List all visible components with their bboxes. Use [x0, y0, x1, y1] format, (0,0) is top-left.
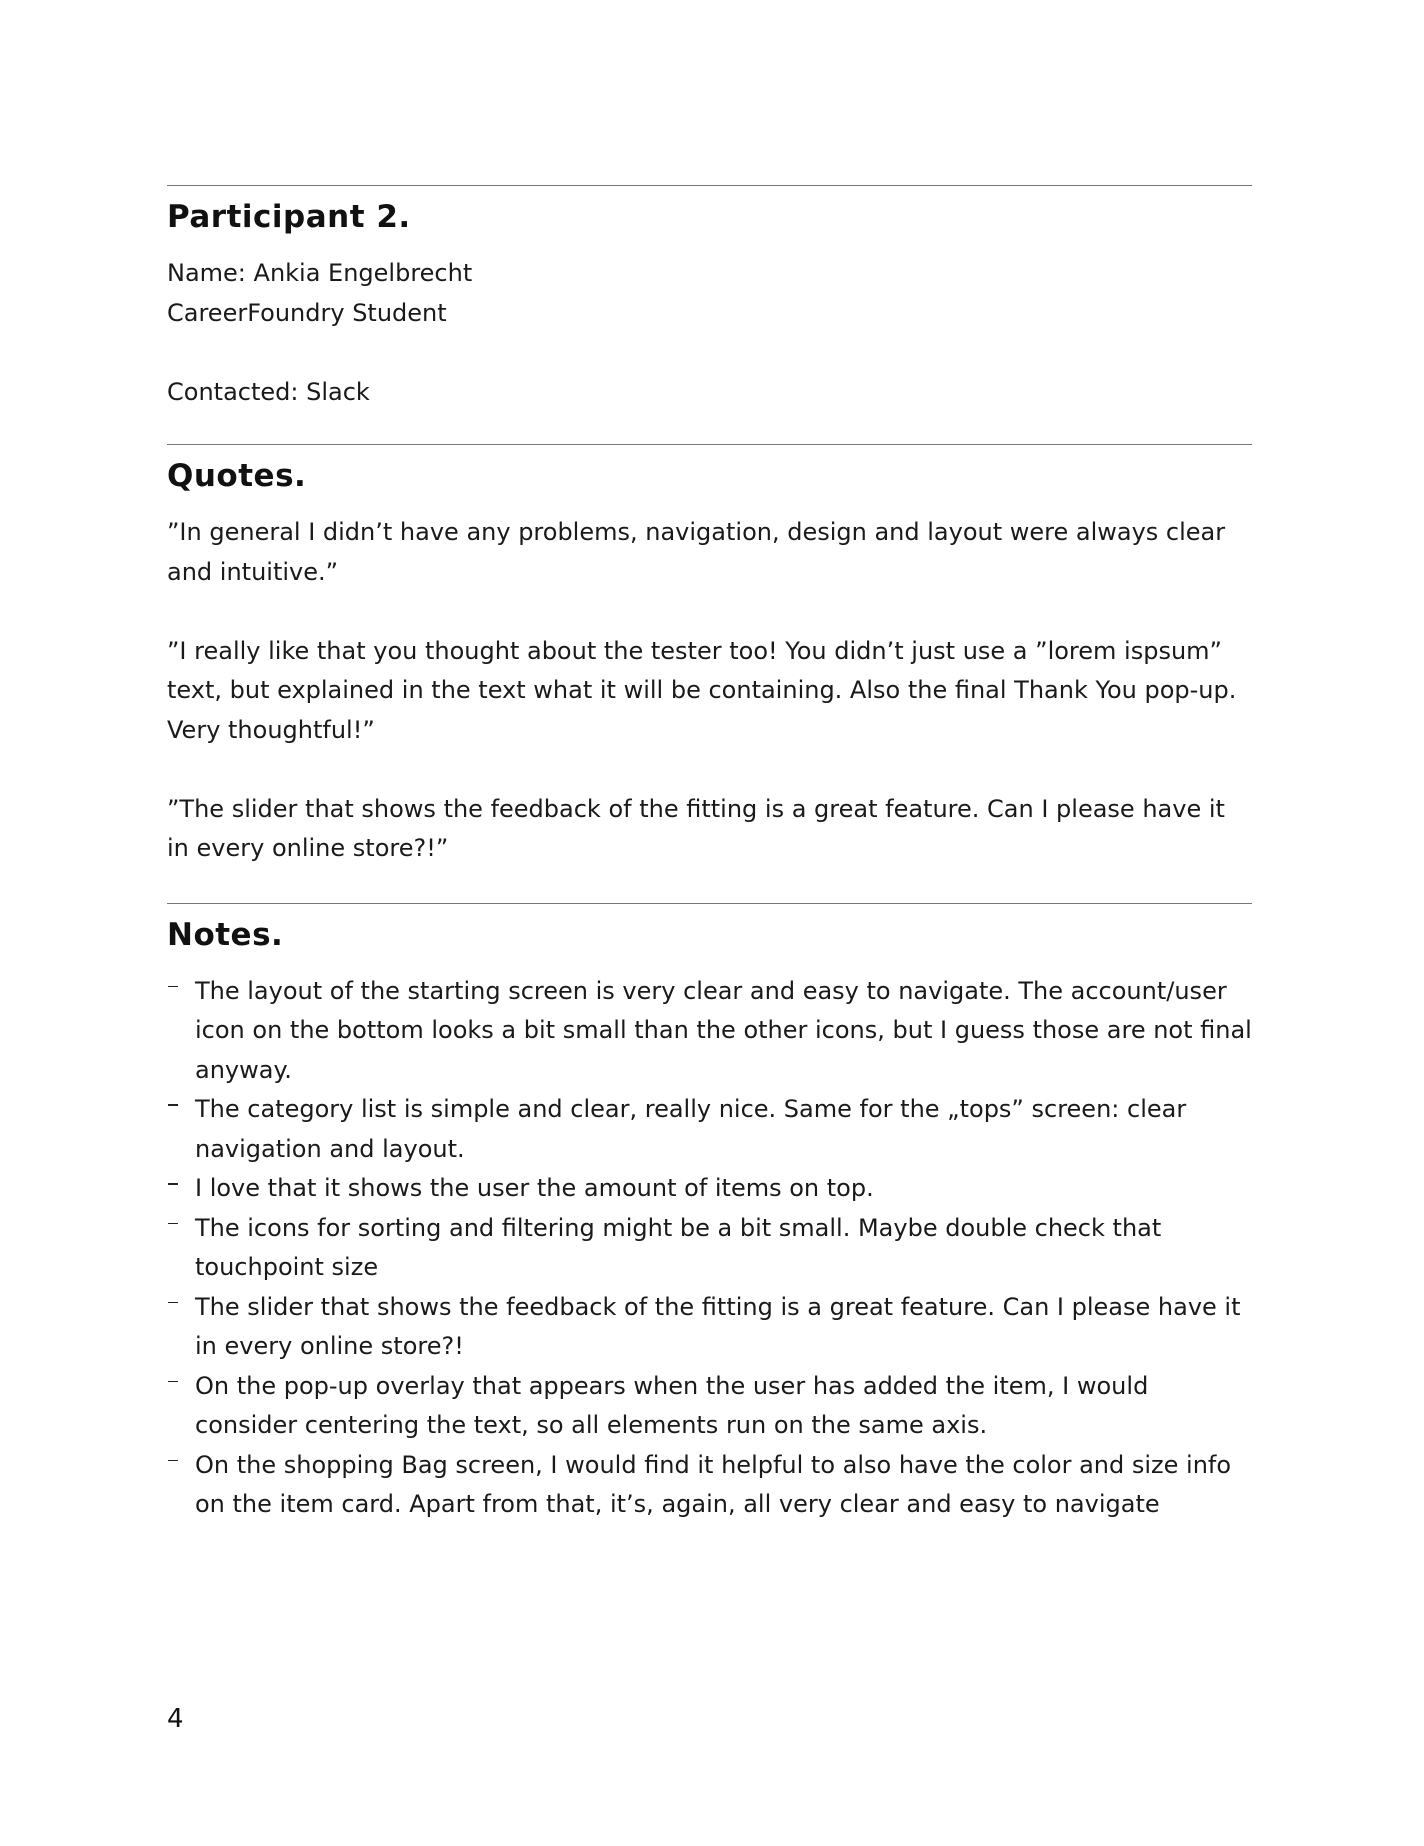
note-text: The slider that shows the feedback of the fitting is a great feature. Can I please have it in every online store?! — [195, 1292, 1241, 1360]
note-item — [167, 1367, 1252, 1446]
participant-heading: Participant 2. — [167, 199, 411, 235]
quotes-section — [167, 444, 1252, 869]
notes-list — [167, 972, 1252, 1525]
note-item — [167, 1288, 1252, 1367]
quotes-list — [167, 513, 1252, 869]
dash-bullet-icon — [167, 972, 195, 1091]
participant-section — [167, 185, 1252, 412]
dash-bullet-icon — [167, 1446, 195, 1525]
page-number: 4 — [167, 1704, 184, 1734]
dash-bullet-icon — [167, 1367, 195, 1446]
quotes-heading: Quotes. — [167, 458, 307, 494]
note-text: I love that it shows the user the amount of items on top. — [195, 1174, 874, 1202]
section-divider — [167, 444, 1252, 445]
quote-item: ”The slider that shows the feedback of the fitting is a great feature. Can I please have it in every online store?!” — [167, 794, 1225, 862]
participant-role: CareerFoundry Student — [167, 298, 447, 327]
participant-details — [167, 254, 1252, 412]
dash-bullet-icon — [167, 1090, 195, 1169]
note-text: On the pop-up overlay that appears when the user has added the item, I would consider centering the text, so all elements run on the same axis. — [195, 1371, 1149, 1439]
participant-contact: Contacted: Slack — [167, 377, 370, 406]
dash-bullet-icon — [167, 1288, 195, 1367]
note-item — [167, 1090, 1252, 1169]
section-divider — [167, 903, 1252, 904]
notes-heading: Notes. — [167, 916, 284, 953]
note-item — [167, 1169, 1252, 1209]
note-text: On the shopping Bag screen, I would find it helpful to also have the color and size info on the item card. Apart from that, it’s, again, all very clear and easy to navigate — [195, 1450, 1232, 1518]
note-item — [167, 972, 1252, 1091]
quote-item: ”In general I didn’t have any problems, navigation, design and layout were always clear and intuitive.” — [167, 518, 1226, 586]
dash-bullet-icon — [167, 1209, 195, 1288]
note-text: The layout of the starting screen is very clear and easy to navigate. The account/user icon on the bottom looks a bit small than the other icons, but I guess those are not final anyway. — [195, 976, 1252, 1084]
note-text: The category list is simple and clear, really nice. Same for the „tops” screen: clear navigation and layout. — [195, 1095, 1187, 1163]
document-page — [167, 185, 1252, 1525]
quote-item: ”I really like that you thought about the tester too! You didn’t just use a ”lorem ispsum” text, but explained in the text what it will be containing. Also the final Thank You pop-up. Very thoughtful!” — [167, 636, 1237, 744]
notes-section — [167, 903, 1252, 1525]
dash-bullet-icon — [167, 1169, 195, 1209]
participant-name: Name: Ankia Engelbrecht — [167, 259, 473, 287]
note-text: The icons for sorting and filtering might be a bit small. Maybe double check that touchpoint size — [195, 1213, 1162, 1281]
section-divider — [167, 185, 1252, 186]
note-item — [167, 1209, 1252, 1288]
note-item — [167, 1446, 1252, 1525]
